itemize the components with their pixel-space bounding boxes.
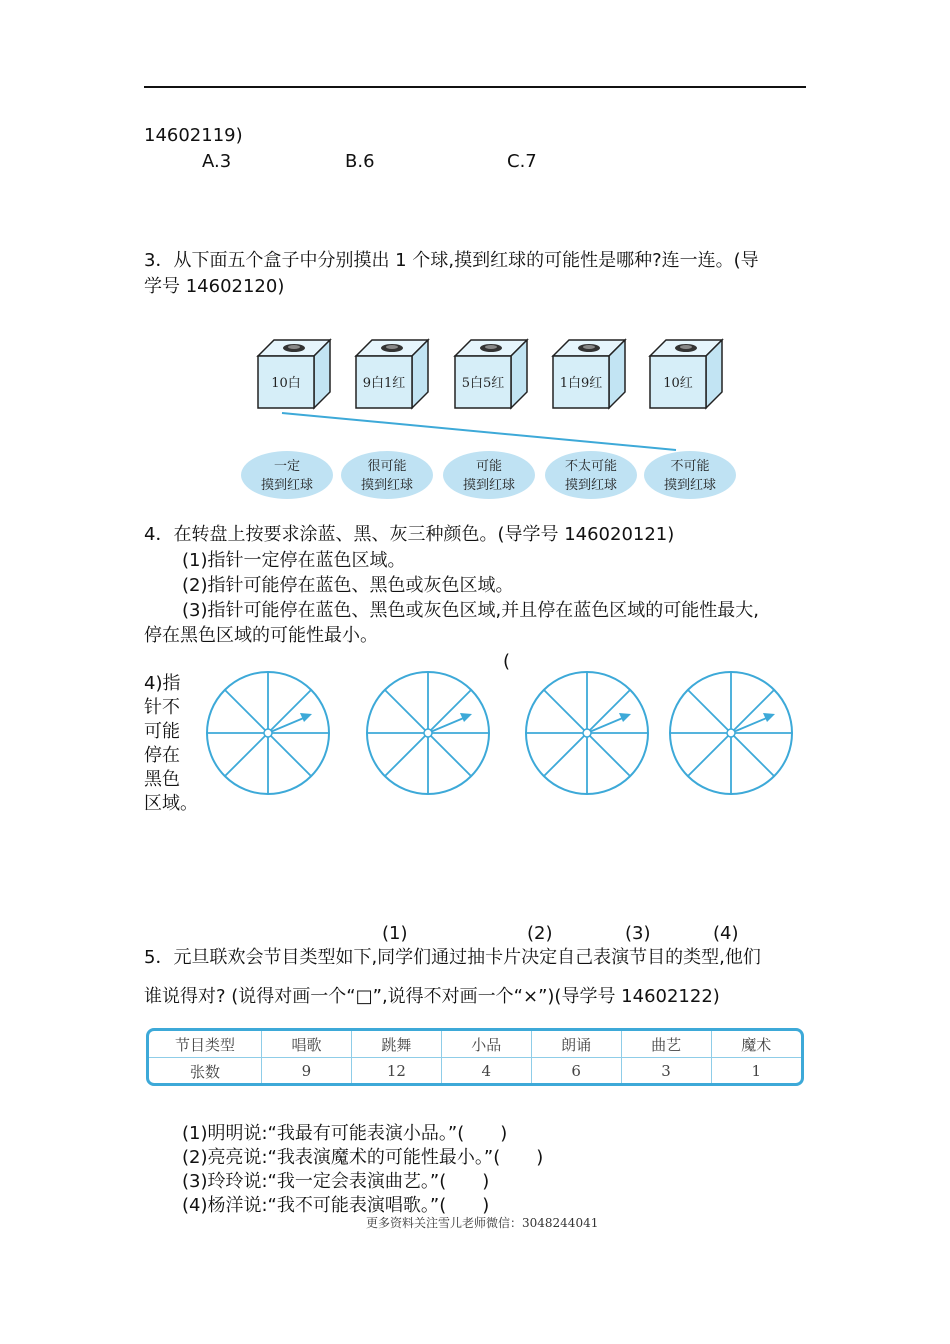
wheel-label-4: (4) <box>713 923 739 944</box>
oval-3 <box>443 451 535 499</box>
box-label: 9白1红 <box>362 376 406 391</box>
box-1 <box>258 340 330 408</box>
oval-bottom-text: 摸到红球 <box>564 478 618 493</box>
q3-line2: 学号 14602120) <box>144 276 285 297</box>
q4-item-3: (3)指针可能停在蓝色、黑色或灰色区域,并且停在蓝色区域的可能性最大, <box>182 600 759 621</box>
wheel-label-2: (2) <box>527 923 553 944</box>
box-5 <box>650 340 722 408</box>
box-label: 1白9红 <box>559 376 603 391</box>
footer-note: 更多资料关注雪儿老师微信：3048244041 <box>366 1216 599 1230</box>
q2-line: 14602119) <box>144 125 243 146</box>
table-header-cell: 朗诵 <box>531 1031 621 1058</box>
q5-statement-4: (4)杨洋说:“我不可能表演唱歌。”( ) <box>182 1195 490 1216</box>
q5-statement-1: (1)明明说:“我最有可能表演小品。”( ) <box>182 1123 508 1144</box>
spinner-wheel-4[interactable] <box>670 672 792 794</box>
table-cell: 1 <box>711 1058 801 1085</box>
oval-4 <box>545 451 637 499</box>
oval-5 <box>644 451 736 499</box>
table-cell: 6 <box>531 1058 621 1085</box>
q4-item-4-line: 停在 <box>144 745 180 766</box>
table-header-cell: 小品 <box>441 1031 531 1058</box>
box-4 <box>553 340 625 408</box>
table-row-label: 张数 <box>149 1058 262 1085</box>
table-cell: 4 <box>441 1058 531 1085</box>
table-header-cell: 节目类型 <box>149 1031 262 1058</box>
oval-bottom-text: 摸到红球 <box>260 478 314 493</box>
q4-item-4-line: 黑色 <box>144 769 180 790</box>
oval-top-text: 不可能 <box>670 459 710 474</box>
box-2 <box>356 340 428 408</box>
table-header-cell: 魔术 <box>711 1031 801 1058</box>
box-3 <box>455 340 527 408</box>
table-header-cell: 唱歌 <box>262 1031 352 1058</box>
q3-line1: 3．从下面五个盒子中分别摸出 1 个球,摸到红球的可能性是哪种?连一连。(导 <box>144 250 759 271</box>
box-label: 5白5红 <box>461 376 505 391</box>
option-c: C.7 <box>507 151 537 172</box>
oval-bottom-text: 摸到红球 <box>462 478 516 493</box>
spinner-wheel-1[interactable] <box>207 672 329 794</box>
option-b: B.6 <box>345 151 375 172</box>
connecting-line <box>282 413 676 450</box>
table-cell: 12 <box>351 1058 441 1085</box>
q4-item-4-line: 针不 <box>144 697 180 718</box>
stray-paren: ( <box>503 651 511 672</box>
q4-item-4-vertical <box>144 672 196 816</box>
wheel-label-1: (1) <box>382 923 408 944</box>
q4-item-4-line: 4)指 <box>144 673 181 694</box>
table-header-cell: 跳舞 <box>351 1031 441 1058</box>
q4-item-2: (2)指针可能停在蓝色、黑色或灰色区域。 <box>182 575 514 596</box>
q5-line2: 谁说得对? (说得对画一个“□”,说得不对画一个“×”)(导学号 14602122) <box>144 986 720 1007</box>
oval-top-text: 一定 <box>273 459 301 474</box>
option-a: A.3 <box>202 151 232 172</box>
top-rule <box>144 86 806 88</box>
q4-item-4-line: 可能 <box>144 721 180 742</box>
boxes-and-ovals-figure <box>230 330 750 505</box>
q5-statement-3: (3)玲玲说:“我一定会表演曲艺。”( ) <box>182 1171 490 1192</box>
oval-1 <box>241 451 333 499</box>
q4-item-4-line: 区域。 <box>144 793 198 814</box>
box-label: 10红 <box>663 376 693 391</box>
q4-title: 4．在转盘上按要求涂蓝、黑、灰三种颜色。(导学号 146020121) <box>144 524 675 545</box>
table-cell: 3 <box>621 1058 711 1085</box>
program-type-table <box>146 1028 804 1086</box>
oval-top-text: 不太可能 <box>564 459 618 474</box>
q5-statement-2: (2)亮亮说:“我表演魔术的可能性最小。”( ) <box>182 1147 544 1168</box>
table-header-cell: 曲艺 <box>621 1031 711 1058</box>
oval-2 <box>341 451 433 499</box>
spinner-wheel-2[interactable] <box>367 672 489 794</box>
q4-item-3-cont: 停在黑色区域的可能性最小。 <box>144 625 378 646</box>
spinner-wheel-3[interactable] <box>526 672 648 794</box>
table-header-row <box>149 1031 801 1058</box>
oval-top-text: 可能 <box>475 459 503 474</box>
oval-bottom-text: 摸到红球 <box>360 478 414 493</box>
wheel-label-3: (3) <box>625 923 651 944</box>
q4-item-1: (1)指针一定停在蓝色区域。 <box>182 550 406 571</box>
oval-bottom-text: 摸到红球 <box>663 478 717 493</box>
table-row <box>149 1058 801 1085</box>
table-cell: 9 <box>262 1058 352 1085</box>
spinner-wheels <box>200 664 810 804</box>
oval-top-text: 很可能 <box>367 459 407 474</box>
box-label: 10白 <box>271 376 301 391</box>
q5-line1: 5．元旦联欢会节目类型如下,同学们通过抽卡片决定自己表演节目的类型,他们 <box>144 947 761 968</box>
